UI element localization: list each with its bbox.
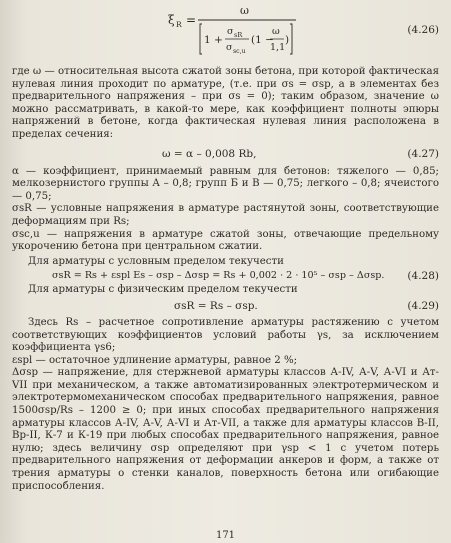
delta-sigma-definition: Δσsp — напряжение, для стержневой арматуры классов А-IV, А-V, А-VI и Ат-VII при механическом, а также автоматизированных электротермическом и электротермомеханическом способах предварительного напряжения, равное 1500σsp/Rs – 1200 ≥ 0; при иных способах предварительного напряжения арматуры классов А-IV, А-V, А-VI и Ат-VII, а также для арматуры классов В-II, Вр-II, К-7 и К-19 при любых способах предварительного напряжения, равное нулю; здесь величину σsp определяют при γsp < 1 с учетом потерь предварительного напряжения от деформации анкеров и форм, а также от трения арматуры о стенки каналов, поверхность бетона или огибающие приспособления. bbox=[12, 367, 439, 492]
formula-4-29-text: σsR = Rs – σsp. bbox=[174, 299, 258, 312]
formula-4-27 bbox=[12, 148, 439, 162]
sigma-scu-definition: σsc,u — напряжения в арматуре сжатой зоны, отвечающие предельному укорочению бетона при центральном сжатии. bbox=[12, 228, 439, 253]
xi-subscript: R bbox=[176, 20, 182, 29]
paren-den: 1,1 bbox=[270, 42, 286, 53]
xi-symbol: ξ bbox=[168, 13, 175, 27]
inner-den-sub: sc,u bbox=[233, 48, 246, 55]
paragraph-omega-def: где ω — относительная высота сжатой зоны бетона, при которой фактическая нулевая линия проходит по арматуре, (т.е. при σs = σsp, а в элементах без предварительного напряжения – при σs = 0); таким образом, значение ω можно рассматривать, в какой-то мере, как коэффициент полноты эпюры напряжений в бетоне, когда фактическая нулевая линия расположена в пределах сечения: bbox=[12, 66, 439, 140]
physical-yield-label: Для арматуры с физическим пределом текучести bbox=[28, 284, 298, 296]
formula-4-28-text: σsR = Rs + εspl Es – σsp – Δσsp = Rs + 0,002 · 2 · 10⁵ – σsp – Δσsp. bbox=[52, 270, 385, 282]
eps-spl-definition: εspl — остаточное удлинение арматуры, равное 2 %; bbox=[12, 354, 298, 366]
formula-4-29 bbox=[12, 300, 439, 314]
left-bracket bbox=[200, 24, 202, 54]
formula-4-27-text: ω = α – 0,008 Rb, bbox=[162, 147, 257, 160]
numerator-omega: ω bbox=[240, 4, 249, 17]
formula-4-28 bbox=[12, 270, 439, 284]
paren-close: ) bbox=[285, 34, 290, 46]
formula-4-26-number: (4.26) bbox=[407, 24, 439, 36]
formula-4-26 bbox=[0, 2, 451, 68]
formula-4-28-number: (4.28) bbox=[407, 270, 439, 283]
formula-4-26-graphic bbox=[0, 2, 451, 68]
equals-sign: = bbox=[186, 13, 197, 27]
body-text bbox=[12, 66, 439, 493]
right-bracket bbox=[290, 24, 292, 54]
paren-open: (1 − bbox=[251, 34, 274, 46]
sigma-sR-definition: σsR — условные напряжения в арматуре растянутой зоны, соответствующие деформациям при Rs; bbox=[12, 203, 439, 227]
page-number: 171 bbox=[215, 530, 236, 541]
conditional-yield-label: Для арматуры с условным пределом текучести bbox=[28, 255, 284, 267]
inner-num-sub: sR bbox=[234, 31, 243, 39]
inner-den-sigma: σ bbox=[226, 42, 233, 53]
paren-num-omega: ω bbox=[272, 26, 280, 37]
formula-4-29-number: (4.29) bbox=[407, 299, 439, 312]
here-Rs-paragraph: Здесь Rs – расчетное сопротивление арматуры растяжению с учетом соответствующих коэффициентов условий работы γs, за исключением коэффициента γs6; bbox=[12, 316, 439, 354]
alpha-definition: α — коэффициент, принимаемый равным для бетонов: тяжелого — 0,85; мелкозернистого группы А – 0,8; групп Б и В — 0,75; легкого – 0,8; ячеистого — 0,75; bbox=[12, 165, 439, 202]
formula-4-27-number: (4.27) bbox=[407, 147, 439, 160]
den-one-plus: 1 + bbox=[204, 34, 223, 46]
inner-num-sigma: σ bbox=[227, 26, 234, 37]
